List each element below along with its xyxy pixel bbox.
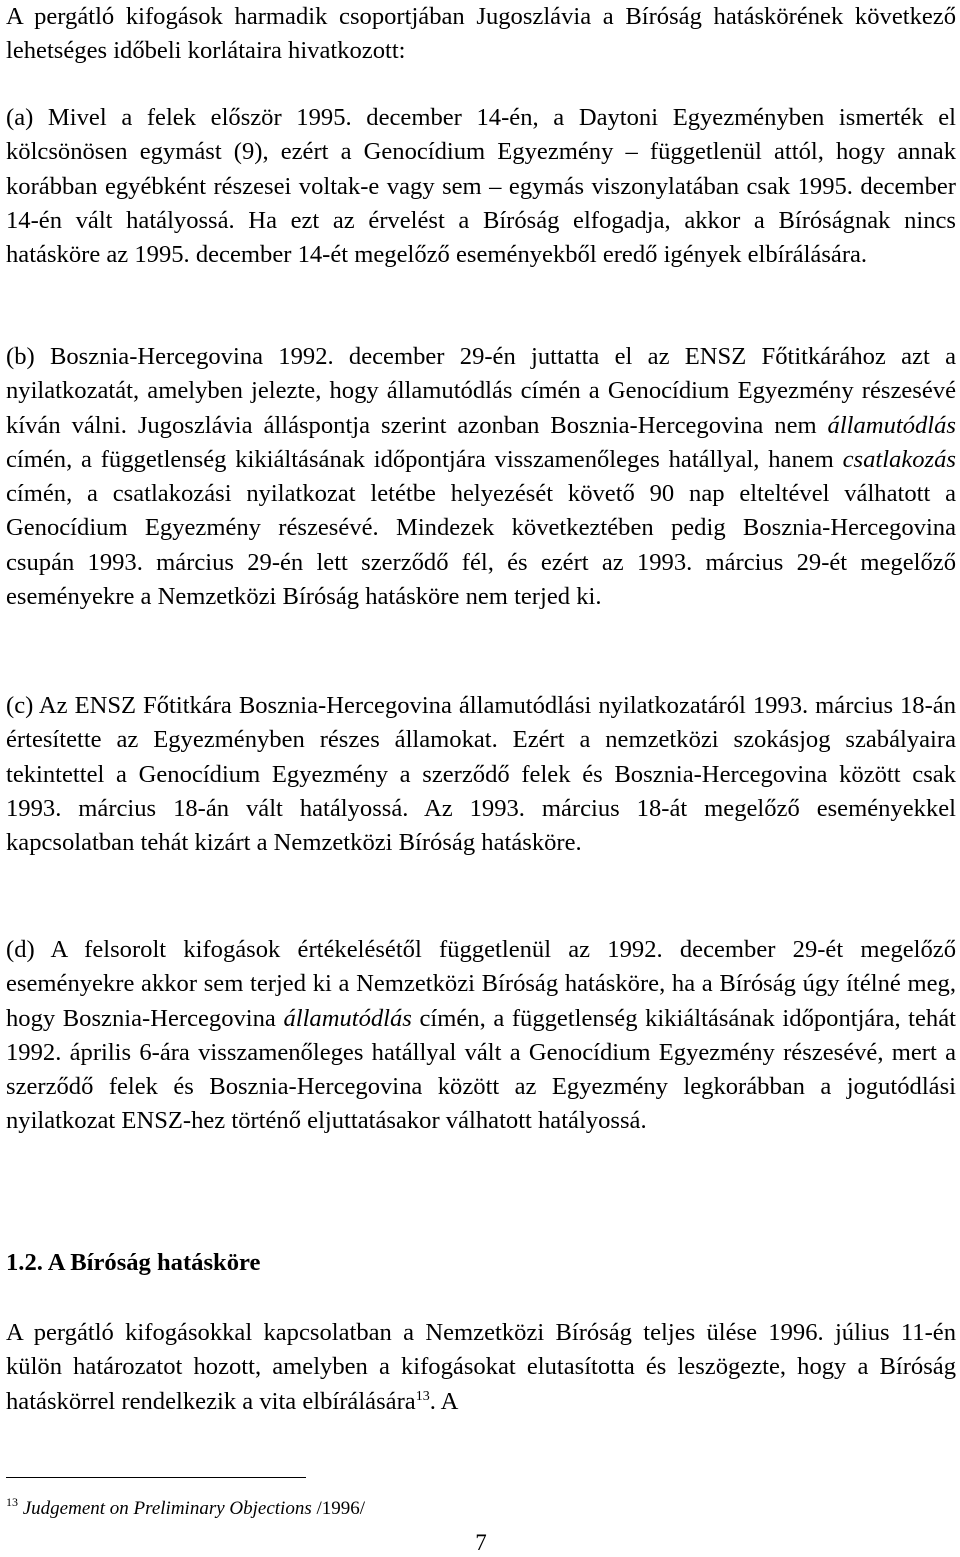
footnote xyxy=(6,1497,365,1521)
footnote-italic-text: Judgement on Preliminary Objections xyxy=(22,1498,312,1519)
page-number xyxy=(6,1529,956,1557)
paragraph-a xyxy=(6,101,956,272)
paragraph-a-text: (a) Mivel a felek először 1995. december 14-én, a Daytoni Egyezményben ismerték el kölcsönösen egymást (9), ezért a Genocídium Egyezmény – függetlenül attól, hogy annak korábban egyébként részesei voltak-e vagy sem – egymás viszonylatában csak 1995. december 14-én vált hatályossá. Ha ezt az érvelést a Bíróság elfogadja, akkor a Bíróságnak nincs hatásköre az 1995. december 14-ét megelőző eseményekből eredő igények elbírálására. xyxy=(6,104,956,269)
paragraph-b-italic-2: csatlakozás xyxy=(842,445,956,473)
paragraph-d-italic-1: államutódlás xyxy=(283,1004,412,1032)
footnote-reference[interactable]: 13 xyxy=(415,1388,430,1404)
paragraph-d xyxy=(6,933,956,1139)
section-title: A Bíróság hatásköre xyxy=(47,1249,261,1276)
paragraph-b-text-1: (b) Bosznia-Hercegovina 1992. december 29-én juttatta el az ENSZ Főtitkárához azt a nyilatkozatát, amelyben jelezte, hogy államutódlás címén a Genocídium Egyezmény részesévé kíván válni. Jugoszlávia álláspontja szerint azonban Bosznia-Hercegovina nem xyxy=(6,343,956,439)
final-paragraph-text: A pergátló kifogásokkal kapcsolatban a Nemzetközi Bíróság teljes ülése 1996. július 11-én külön határozatot hozott, amelyben a kifogásokat elutasította és leszögezte, hogy a Bíróság hatáskörrel rendelkezik a vita elbírálására xyxy=(6,1319,956,1415)
section-number: 1.2. xyxy=(6,1249,43,1276)
final-paragraph xyxy=(6,1316,956,1419)
paragraph-b-italic-1: államutódlás xyxy=(827,411,956,439)
paragraph-d-text-1: (d) A felsorolt kifogások értékelésétől függetlenül az 1992. december 29-ét megelőző eseményekre akkor sem terjed ki a Nemzetközi Bíróság hatásköre, ha a Bíróság úgy ítélné meg, hogy Bosznia-Hercegovina xyxy=(6,936,956,1032)
paragraph-d-text-2: címén, a függetlenség kikiáltásának időpontjára, tehát 1992. április 6-ára visszamenőleges hatállyal vált a Genocídium Egyezmény részesévé, mert a szerződő felek és Bosznia-Hercegovina között az Egyezmény legkorábban a jogutódlási nyilatkozat ENSZ-hez történő eljuttatásakor válhatott hatályossá. xyxy=(6,1004,956,1135)
final-paragraph-trailing: . A xyxy=(429,1387,459,1415)
paragraph-c-text: (c) Az ENSZ Főtitkára Bosznia-Hercegovina államutódlási nyilatkozatáról 1993. március 18-án értesítette az Egyezményben részes államokat. Ezért a nemzetközi szokásjog szabályaira tekintettel a Genocídium Egyezmény a szerződő felek és Bosznia-Hercegovina között csak 1993. március 18-án vált hatályossá. Az 1993. március 18-át megelőző eseményekkel kapcsolatban tehát kizárt a Nemzetközi Bíróság hatásköre. xyxy=(6,692,956,857)
paragraph-b xyxy=(6,340,956,614)
page-number-value: 7 xyxy=(475,1530,487,1555)
footnote-text: /1996/ xyxy=(311,1498,366,1519)
intro-text: A pergátló kifogások harmadik csoportjában Jugoszlávia a Bíróság hatáskörének következő lehetséges időbeli korlátaira hivatkozott: xyxy=(6,3,956,65)
footnote-separator xyxy=(6,1477,306,1478)
section-heading xyxy=(6,1246,260,1280)
paragraph-c xyxy=(6,689,956,860)
footnote-marker: 13 xyxy=(6,1495,18,1509)
paragraph-b-text-3: címén, a csatlakozási nyilatkozat letétbe helyezését követő 90 nap elteltével válhatott a Genocídium Egyezmény részesévé. Mindezek következtében pedig Bosznia-Hercegovina csupán 1993. március 29-én lett szerződő fél, és ezért az 1993. március 29-ét megelőző eseményekre a Nemzetközi Bíróság hatásköre nem terjed ki. xyxy=(6,480,956,611)
paragraph-b-text-2: címén, a függetlenség kikiáltásának időpontjára visszamenőleges hatállyal, hanem xyxy=(6,445,843,473)
intro-paragraph xyxy=(6,0,956,69)
